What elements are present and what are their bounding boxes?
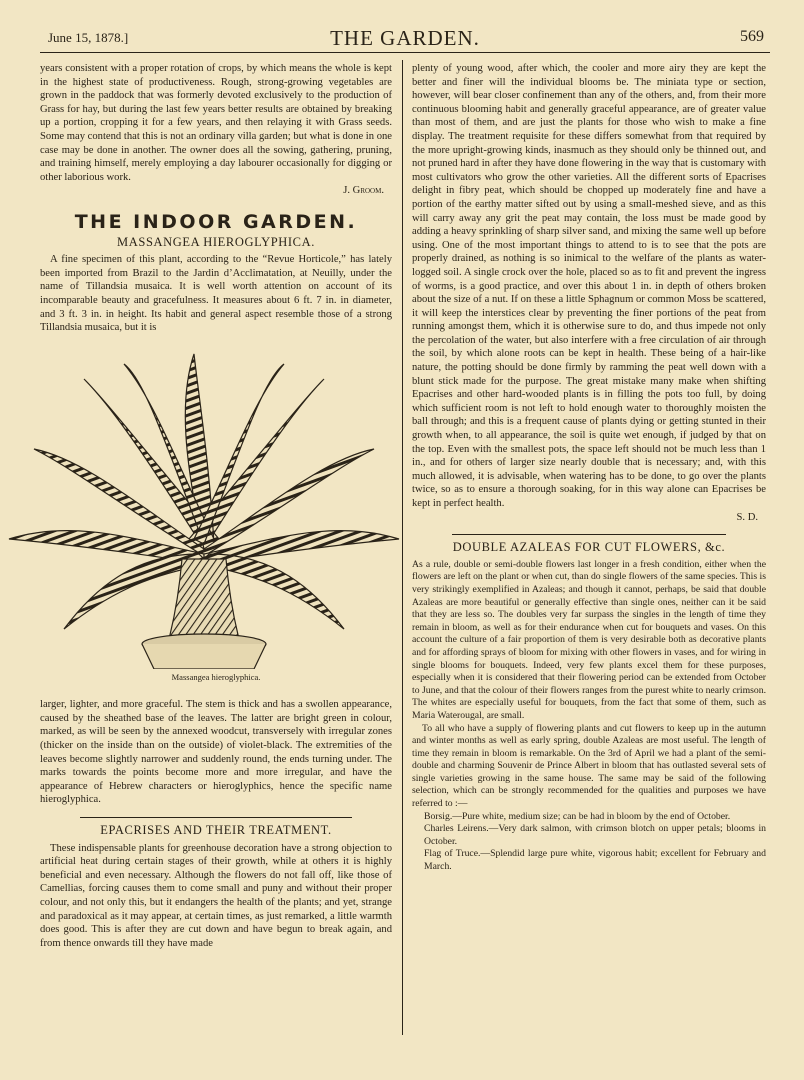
variety-item: Charles Leirens.—Very dark salmon, with crimson blotch on upper petals; blooms in October. xyxy=(424,823,766,847)
header-title: THE GARDEN. xyxy=(330,26,480,50)
massangea-paragraph-1: A fine specimen of this plant, according to the “Revue Horticole,” has lately been imported from Brazil to the Jardin d’Acclimatation, at Neuilly, under the name of Tillandsia musaica. It is well worth attention on account of its incomparable beauty and gracefulness. It measures about 6 ft. 7 in. in diameter, and 3 ft. 3 in. in height. Its habit and general aspect resemble those of a strong Tillandsia musaica, but it is xyxy=(40,254,392,334)
epacrises-signature: S. D. xyxy=(736,511,758,523)
article-separator xyxy=(80,817,352,818)
azaleas-paragraph-1: As a rule, double or semi-double flowers last longer in a fresh condition, either when the flowers are left on the plant or when cut, than do single flowers of the same species. This is very strikingly exemplified in Azaleas; and though it cannot, perhaps, be said that double Azaleas are more beautiful or generally effective than single ones, neither can it be said that they are less so. The doubles very far surpass the singles in the length of time they remain in bloom, as well as for their endurance when cut for bouquets and vases. On this account the culture of a fair proportion of them is very desirable both as decorative plants and for affording sprays of bloom for mixing with other flowers in vases, and for wiring in single blooms for bouquets. Indeed, very few plants excel them for these purposes, especially when it is considered that their flowering period can be extended from October to June, and that the colour of their flowers ranges from the purest white to nearly crimson. The whites are especially useful for bouquets, from the fact that some of them, such as Maria Waterougal, are small. xyxy=(412,558,766,721)
right-column xyxy=(412,62,766,874)
epacrises-title: EPACRISES AND THEIR TREATMENT. xyxy=(100,823,332,838)
header-page-number: 569 xyxy=(740,28,764,45)
illustration-caption: Massangea hieroglyphica. xyxy=(171,671,261,682)
intro-signature: J. Groom. xyxy=(343,185,384,197)
section-title: THE INDOOR GARDEN. xyxy=(74,210,358,233)
azaleas-paragraph-2: To all who have a supply of flowering plants and cut flowers to keep up in the autumn and winter months as well as early spring, double Azaleas are most useful. The length of time they remain in bloom is remarkable. On the 3rd of April we had a plant of the semi-double and charming Souvenir de Prince Albert in bloom that has outlasted several sets of single varieties growing in the same house. The same may be said of the following selection, which can be strongly recommended for the qualities and purposes we have referred to :— xyxy=(412,722,766,810)
intro-paragraph: years consistent with a proper rotation of crops, by which means the whole is kept in the highest state of productiveness. Rough, strong-growing vegetables are grown in the paddock that was formerly devoted exclusively to the production of Grass for hay, but during the last few years better results are obtained by breaking up a portion, cropping it for a few years, and then relaying it with Grass seeds. Some may contend that this is not an ordinary villa garden; but what is done in one case may be done in another. The owner does all the sowing, gathering, pruning, and training himself, merely employing a day labourer occasionally for digging or other laborious work. xyxy=(40,63,392,183)
massangea-title: MASSANGEA HIEROGLYPHICA. xyxy=(117,234,315,249)
left-column xyxy=(40,62,392,950)
variety-item: Borsig.—Pure white, medium size; can be had in bloom by the end of October. xyxy=(424,810,731,822)
article-separator-right xyxy=(452,534,726,535)
epacrises-continuation: plenty of young wood, after which, the cooler and more airy they are kept the better and finer will the individual blooms be. The miniata type or section, however, will bear closer confinement than any of the others, and, from their more continuous blooming habit and generally graceful appearance, are of greater value than most of them, and are just the plants for those who wish to make a fine display. The treatment requisite for these differs somewhat from that required by the more upright-growing kinds, inasmuch as they should only be thinned out, and not pruned hard in after they have done flowering in the way that is customary with most cultivators who grow the other varieties. All the different sorts of Epacrises delight in fibry peat, which should be chopped up moderately fine and have a portion of the earthy matter sifted out by using a small-meshed sieve, and as this will carry away any grit the peat may contain, the loss must be made good by adding a heavy sprinkling of sharp silver sand, and mixing the same well up before using. One of the most important things to attend to is to see that the pots are properly drained, as nothing is so inimical to the welfare of the plants as water-logged soil. A single crock over the hole, placed so as to fit and prevent the ingress of worms, is a good practice, and over this about 1 in. in depth of others broken about the size of a nut. If on these a little Sphagnum or common Moss be scattered, it will keep the interstices clear by preventing the finer portions of the peat from running amongst them, which it is otherwise sure to do, and thus impede not only the percolation of the water, but also interfere with a free circulation of air through the soil, by which alone roots can be kept in health. These being of a hair-like nature, the potting should be done firmly by ramming the peat well down with a blunt stick made for the purpose. The great mistake many make when shifting Epacrises and other hard-wooded plants is in filling the pots too full, by doing which sufficient room is not left to hold enough water to thoroughly moisten the ball through; and this is a frequent cause of plants dying or getting stunted in their growth when, to all appearance, the soil is quite wet enough, if judged by that on the top. Even with the smallest pots, the space left should not be much less than 1 in., and for others of larger size nearly double that is necessary; and, with this much allowed, it is advisable, when watering has to be done, to go over the plants twice, so as to ensure a thorough soaking, for in this way alone can Epacrises be kept in perfect health. xyxy=(412,63,766,509)
header-date: June 15, 1878.] xyxy=(48,30,129,45)
massangea-paragraph-2: larger, lighter, and more graceful. The stem is thick and has a swollen appearance, caused by the sheathed base of the leaves. The latter are bright green in colour, marked, as will be seen by the annexed woodcut, transversely with irregular zones (thicker on the inside than on the outside) of violet-black. The extremities of the leaves become slightly narrower and suddenly round, the ends turning under. The marks towards the points become more and more irregular, and have the appearance of Hebrew characters or hieroglyphics, hence the specific name hieroglyphica. xyxy=(40,699,392,806)
variety-item: Flag of Truce.—Splendid large pure white, vigorous habit; excellent for February and March. xyxy=(424,848,766,873)
page-header xyxy=(40,26,770,53)
epacrises-paragraph-1: These indispensable plants for greenhouse decoration have a strong objection to artificial heat during certain stages of their growth, while at others it is highly beneficial and even necessary. Although the flowers do not fall off, like those of Camellias, forcing causes them to come small and puny and without their proper colour, and not only this, but it endangers the health of the plants; and yet, strange and paradoxical as it may appear, at certain times, as just remarked, a little warmth does good. This is after they are cut down and have begun to break again, and from thence onwards till they have made xyxy=(40,842,392,949)
azaleas-title: DOUBLE AZALEAS FOR CUT FLOWERS, &c. xyxy=(452,540,726,555)
bromeliad-woodcut xyxy=(4,339,404,669)
massangea-illustration xyxy=(4,339,428,669)
azaleas-body xyxy=(412,559,766,874)
